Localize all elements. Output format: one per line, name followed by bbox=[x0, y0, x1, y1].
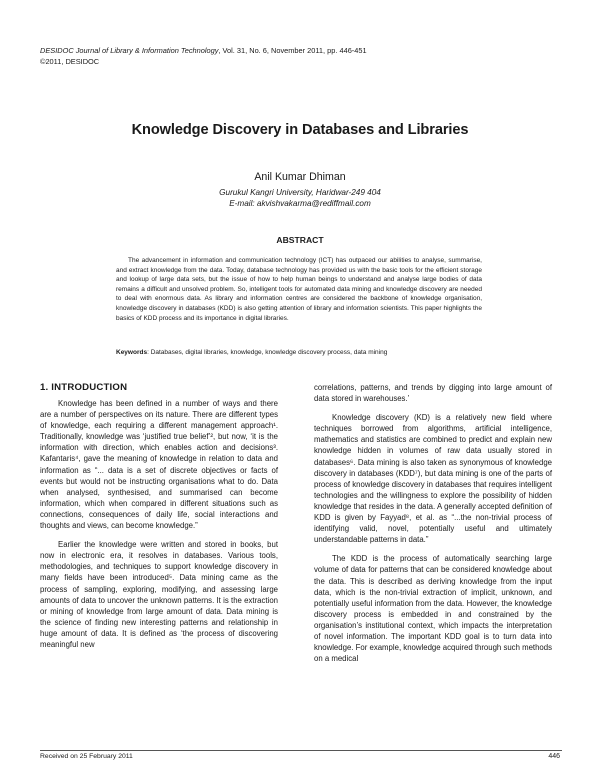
body-paragraph: correlations, patterns, and trends by digging into large amount of data stored in warehouses.’ bbox=[314, 383, 552, 404]
author-affiliation: Gurukul Kangri University, Haridwar-249 404 bbox=[219, 188, 381, 197]
keywords-line bbox=[116, 348, 482, 358]
paper-title: Knowledge Discovery in Databases and Libraries bbox=[131, 122, 469, 138]
received-date: Received on 25 February 2011 bbox=[40, 753, 133, 760]
keywords-label: Keywords bbox=[116, 349, 148, 356]
left-column bbox=[40, 382, 278, 656]
author-name: Anil Kumar Dhiman bbox=[254, 171, 346, 183]
body-paragraph: Knowledge has been defined in a number of ways and there are a number of perspectives on its nature. There are different types of knowledge, each requiring a different management approach¹. Traditionally, knowledge was ‘justified true belief’², but now, ‘it is the information with direction, which enables action and decisions³. Kafantaris⁴, gave the meaning of knowledge in relation to data and information as “... data is a set of discrete objectives or facts of events but would not be instructing organisations what to do. Data when analysed, synthesised, and summarised can become information, which when compared in different situations such as connections, consequences of daily life, social interactions and thoughts and views, can become knowledge.” bbox=[40, 399, 278, 531]
author-affiliation-block bbox=[0, 187, 600, 209]
copyright-notice: ©2011, DESIDOC bbox=[40, 57, 100, 66]
body-paragraph: The KDD is the process of automatically searching large volume of data for patterns that can be considered knowledge about the data. This is described as deriving knowledge from the input data, which is the non-trivial extraction of implicit, unknown, and potentially useful information from the data. However, the knowledge discovery process is embedded in and constrained by the organisation’s institutional context, which impacts the interpretation of novel information. The important KDD goal is to turn data into knowledge. For example, knowledge acquired through such methods on a medical bbox=[314, 554, 552, 664]
keywords-text: : Databases, digital libraries, knowledge, knowledge discovery process, data mining bbox=[147, 349, 388, 356]
journal-details: , Vol. 31, No. 6, November 2011, pp. 446-451 bbox=[218, 46, 367, 55]
abstract-text: The advancement in information and communication technology (ICT) has outpaced our abilities to analyse, summarise, and extract knowledge from the data. Today, database technology has provided us with the basic tools for the efficient storage and lookup of large data sets, but the issue of how to help human beings to understand and analyse large bodies of data remains a difficult and unsolved problem. So, intelligent tools for automated data mining and knowledge discovery are needed to deal with enormous data. As library and information centres are considered the backbone of knowledge organisation, knowledge discovery in databases (KDD) is also getting attention of library and information scientists. This paper highlights the basics of KDD process and its importance in digital libraries. bbox=[116, 257, 482, 322]
page-number: 446 bbox=[548, 753, 560, 760]
journal-name: DESIDOC Journal of Library & Information Technology bbox=[40, 46, 219, 55]
footer-divider bbox=[40, 750, 562, 751]
author-email: E-mail: akvishvakarma@rediffmail.com bbox=[229, 199, 371, 208]
right-column bbox=[314, 382, 552, 670]
abstract-heading: ABSTRACT bbox=[276, 235, 324, 245]
section-heading-introduction: 1. INTRODUCTION bbox=[40, 382, 128, 393]
journal-header bbox=[40, 46, 367, 56]
body-paragraph: Knowledge discovery (KD) is a relatively new field where techniques borrowed from algorithms, artificial intelligence, mathematics and statistics are combined to predict and explain new knowledge hidden in volumes of raw data usually stored in databases⁶. Data mining is also taken as synonymous of knowledge discovery in databases (KDD⁷), but data mining is one of the parts of process of knowledge discovery in databases that requires intelligent technologies and the willingness to explore the possibility of hidden knowledge that resides in the data. A generally accepted definition of KDD is given by Fayyad⁸, et al. as “...the non-trivial process of identifying valid, novel, potentially useful and ultimately understandable patterns in data.” bbox=[314, 413, 552, 545]
body-paragraph: Earlier the knowledge were written and stored in books, but now in electronic era, it resolves in databases. Various tools, methodologies, and techniques to support knowledge discovery in many fields have been introduced⁵. Data mining came as the process of sampling, exploring, modifying, and assessing large amounts of data to uncover the unknown patterns. It is the extraction or mining of knowledge from large amount of data. Data mining is the science of finding new interesting patterns and relationship in huge amount of data. It is defined as ‘the process of discovering meaningful new bbox=[40, 540, 278, 649]
